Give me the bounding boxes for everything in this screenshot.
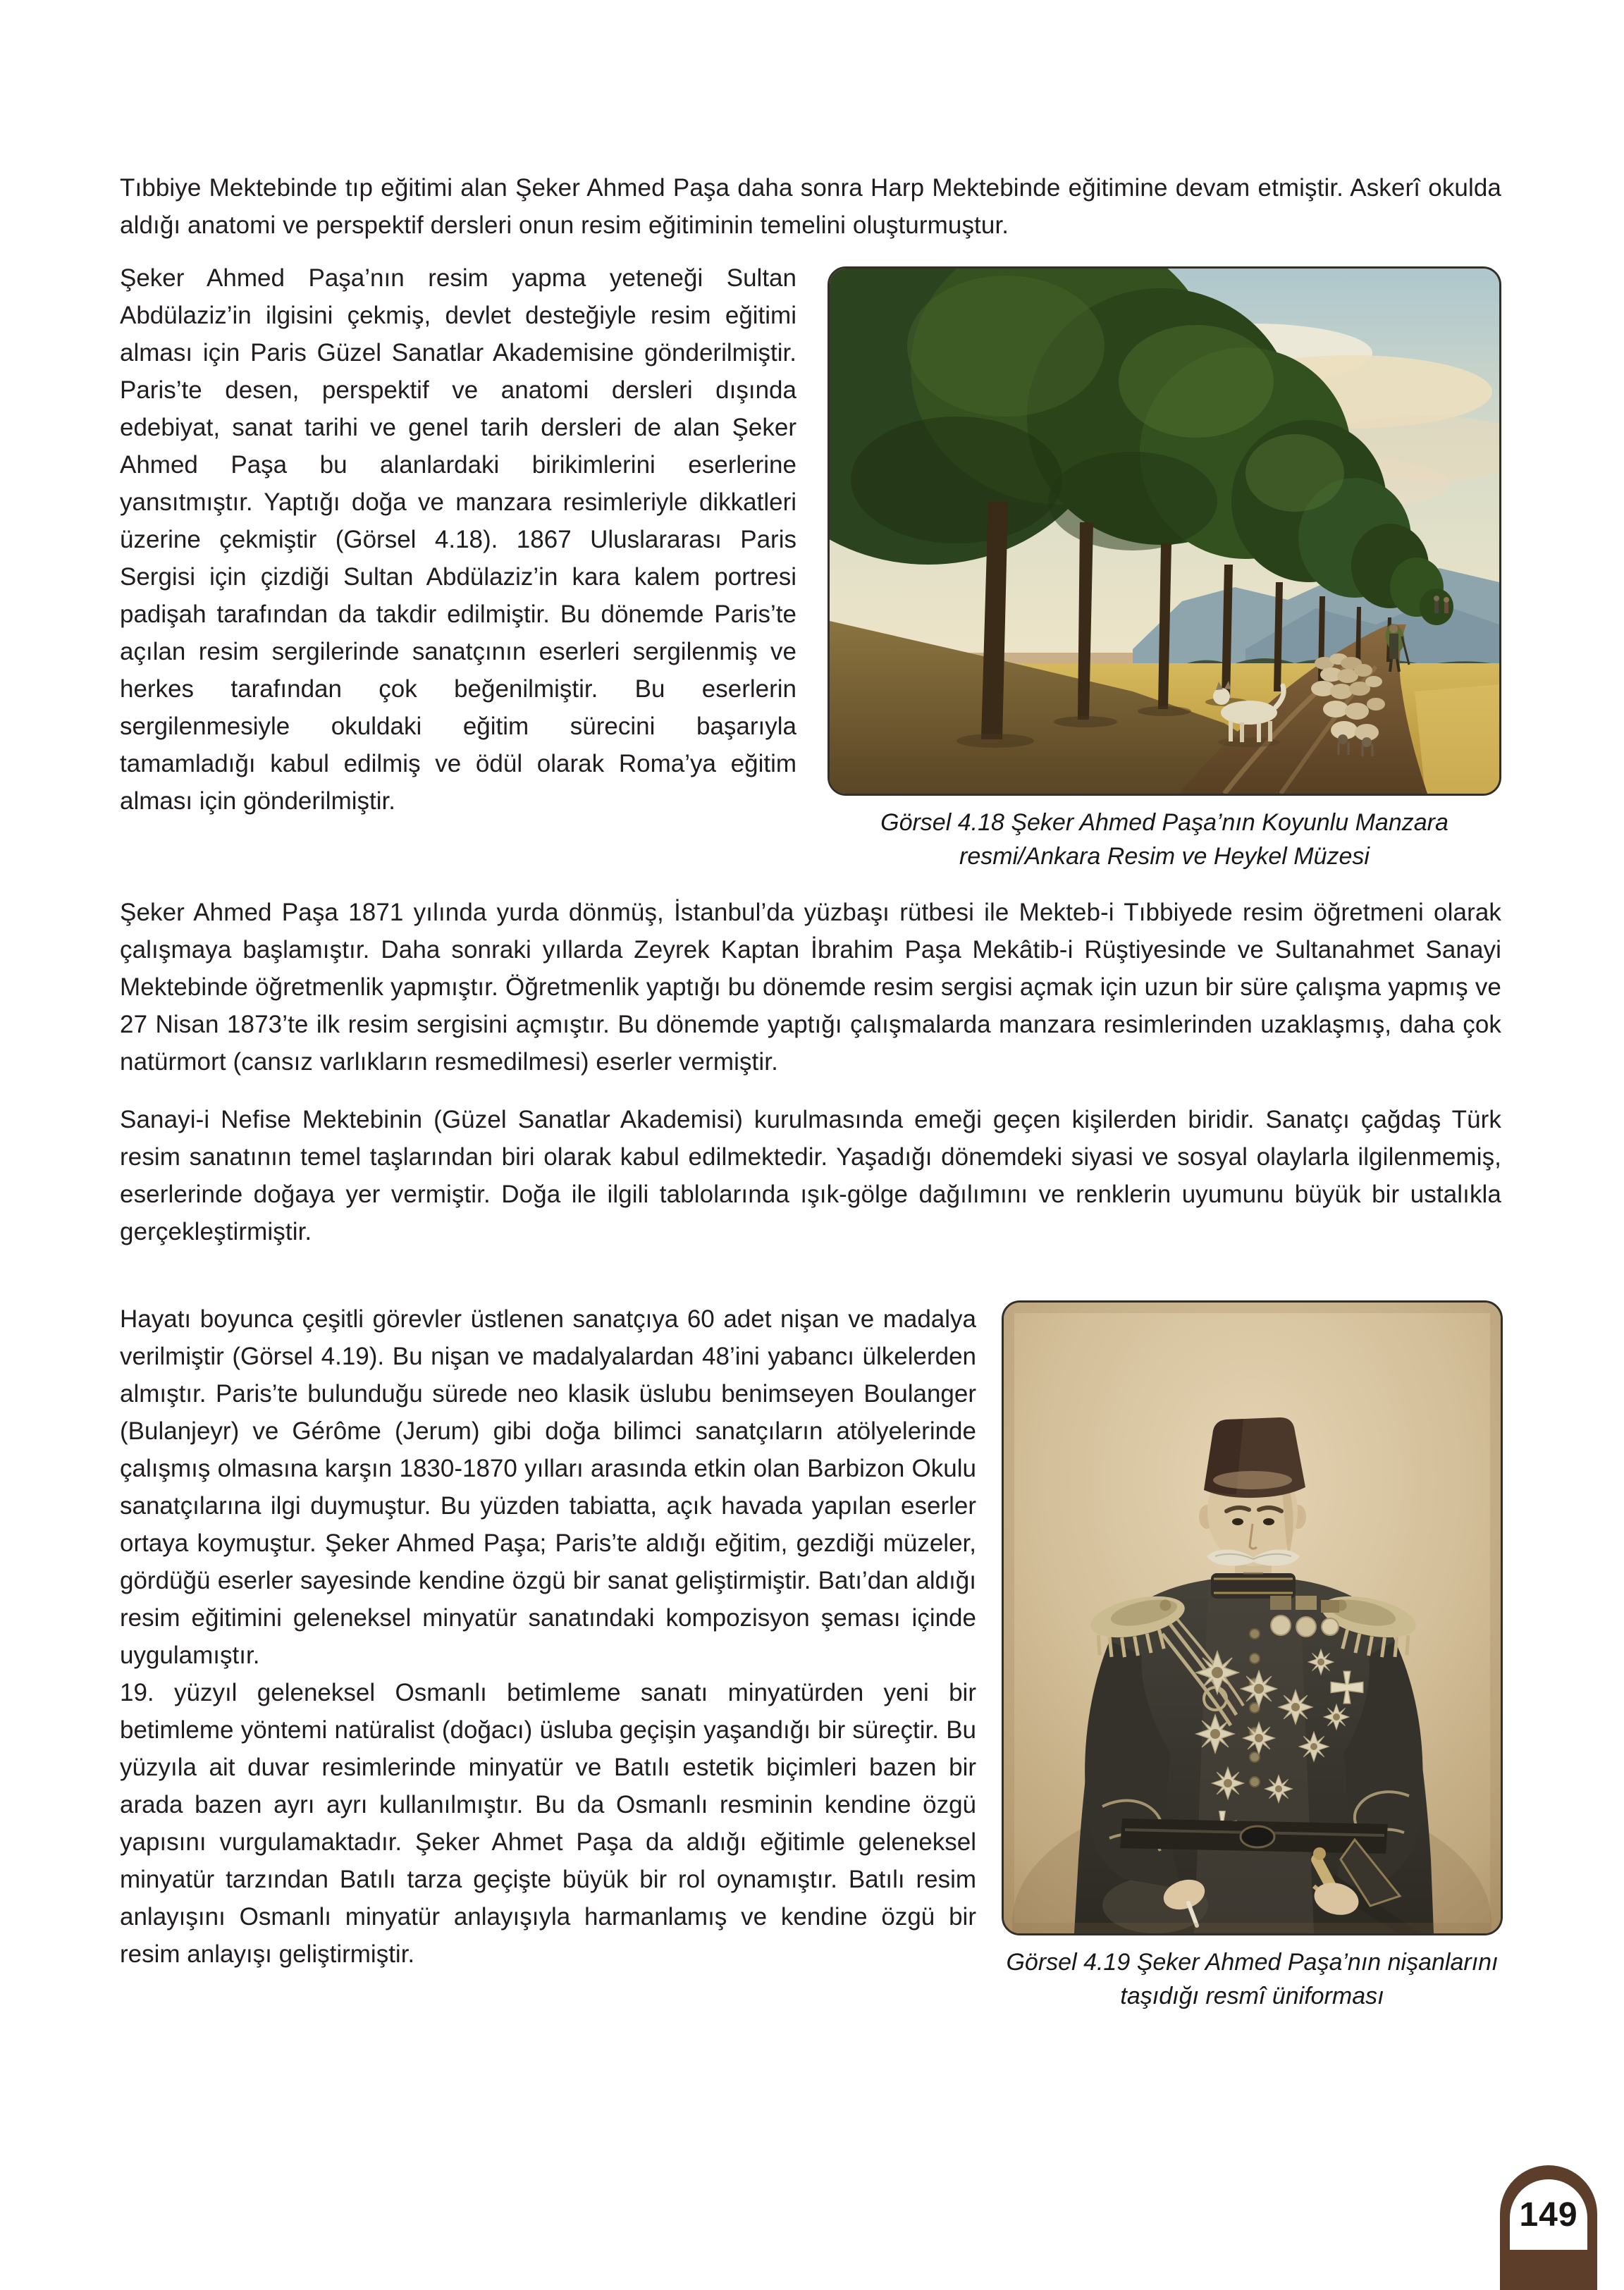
paris-education-paragraph: Şeker Ahmed Paşa’nın resim yapma yeteneği Sultan Abdülaziz’in ilgisini çekmiş, devlet desteğiyle resim eğitimi alması için Paris Güzel Sanatlar Akademisine gönderilmiştir. Paris’te desen, perspektif ve anatomi dersleri dışında edebiyat, sanat tarihi ve genel tarih dersleri de alan Şeker Ahmed Paşa bu alanlardaki birikimlerini eserlerine yansıtmıştır. Yaptığı doğa ve manzara resimleriyle dikkatleri üzerine çekmiştir (Görsel 4.18). 1867 Uluslararası Paris Sergisi için çizdiği Sultan Abdülaziz’in kara kalem portresi padişah tarafından da takdir edilmiştir. Bu dönemde Paris’te açılan resim sergilerinde sanatçının eserleri sergilenmiş ve herkes tarafından çok beğenilmiştir. Bu eserlerin sergilenmesiyle okuldaki eğitim sürecini başarıyla tamamladığı kabul edilmiş ve ödül olarak Roma’ya eğitim alması için gönderilmiştir. bbox=[120, 264, 796, 815]
figure-4-18 bbox=[828, 259, 1501, 873]
landscape-painting-illustration bbox=[830, 269, 1499, 794]
medals-paragraph: Hayatı boyunca çeşitli görevler üstlenen sanatçıya 60 adet nişan ve madalya verilmiştir (Görsel 4.19). Bu nişan ve madalyalardan 48’ini yabancı ülkelerden almıştır. Paris’te bulunduğu sürede neo klasik üslubu benimseyen Boulanger (Bulanjeyr) ve Gérôme (Jerum) gibi doğa bilimci sanatçıların atölyelerinde çalışmış olmasına karşın 1830-1870 yılları arasında etkin olan Barbizon Okulu sanatçılarına ilgi duymuştur. Bu yüzden tabiatta, açık havada yapılan eserler ortaya koymuştur. Şeker Ahmed Paşa; Paris’te aldığı eğitim, gezdiği müzeler, gördüğü eserler sayesinde kendine özgü bir sanat geliştirmiştir. Batı’dan aldığı resim eğitimini geleneksel minyatür sanatındaki kompozisyon şeması içinde uygulamıştır. bbox=[120, 1305, 976, 1669]
miniature-paragraph: 19. yüzyıl geleneksel Osmanlı betimleme sanatı minyatürden yeni bir betimleme yöntemi natüralist (doğacı) üsluba geçişin yaşandığı bir süreçtir. Bu yüzyıla ait duvar resimlerinde minyatür ve Batılı estetik biçimleri bazen bir arada bazen ayrı ayrı kullanılmıştır. Bu da Osmanlı resminin kendine özgü yapısını vurgulamaktadır. Şeker Ahmet Paşa da aldığı eğitimle geleneksel minyatür tarzından Batılı tarza geçişte büyük bir rol oynamıştır. Batılı resim anlayışını Osmanlı minyatür anlayışıyla harmanlamış ve kendine özgü bir resim anlayışı geliştirmiştir. bbox=[120, 1679, 976, 1968]
intro-paragraph: Tıbbiye Mektebinde tıp eğitimi alan Şeker Ahmed Paşa daha sonra Harp Mektebinde eğitimine devam etmiştir. Askerî okulda aldığı anatomi ve perspektif dersleri onun resim eğitiminin temelini oluşturmuştur. bbox=[120, 174, 1501, 239]
section-paris-education bbox=[120, 259, 1501, 873]
page-number: 149 bbox=[1519, 2196, 1578, 2234]
meadow-highlight bbox=[1415, 684, 1499, 794]
figure-4-19-caption: Görsel 4.19 Şeker Ahmed Paşa’nın nişanlarını taşıdığı resmî üniforması bbox=[1006, 1949, 1499, 2009]
figure-4-19 bbox=[1002, 1300, 1503, 2013]
landscape-painting-image bbox=[828, 266, 1501, 796]
uniform-portrait-photo bbox=[1002, 1300, 1503, 1935]
uniform-portrait-illustration bbox=[1004, 1303, 1501, 1933]
section-medals-miniature bbox=[120, 1300, 1501, 2013]
medals-text-column bbox=[120, 1300, 976, 2013]
sanayi-nefise-paragraph: Sanayi-i Nefise Mektebinin (Güzel Sanatlar Akademisi) kurulmasında emeği geçen kişilerden biridir. Sanatçı çağdaş Türk resim sanatının temel taşlarından biri olarak kabul edilmektedir. Yaşadığı dönemdeki siyasi ve sosyal olaylarla ilgilenmemiş, eserlerinde doğaya yer vermiştir. Doğa ile ilgili tablolarında ışık-gölge dağılımını ve renklerin uyumunu büyük bir ustalıkla gerçekleştirmiştir. bbox=[120, 1106, 1501, 1245]
figure-4-18-caption: Görsel 4.18 Şeker Ahmed Paşa’nın Koyunlu Manzara resmi/Ankara Resim ve Heykel Müzesi bbox=[880, 809, 1448, 870]
return-1871-paragraph: Şeker Ahmed Paşa 1871 yılında yurda dönmüş, İstanbul’da yüzbaşı rütbesi ile Mekteb-i Tıbbiyede resim öğretmeni olarak çalışmaya başlamıştır. Daha sonraki yıllarda Zeyrek Kaptan İbrahim Paşa Mekâtib-i Rüştiyesinde ve Sultanahmet Sanayi Mektebinde öğretmenlik yapmıştır. Öğretmenlik yaptığı bu dönemde resim sergisi açmak için uzun bir süre çalışma yapmış ve 27 Nisan 1873’te ilk resim sergisini açmıştır. Bu dönemde yaptığı çalışmalarda manzara resimlerinden uzaklaşmış, daha çok natürmort (cansız varlıkların resmedilmesi) eserler vermiştir. bbox=[120, 899, 1501, 1076]
page-number-badge bbox=[1500, 2165, 1597, 2290]
page-number-window bbox=[1510, 2179, 1587, 2250]
